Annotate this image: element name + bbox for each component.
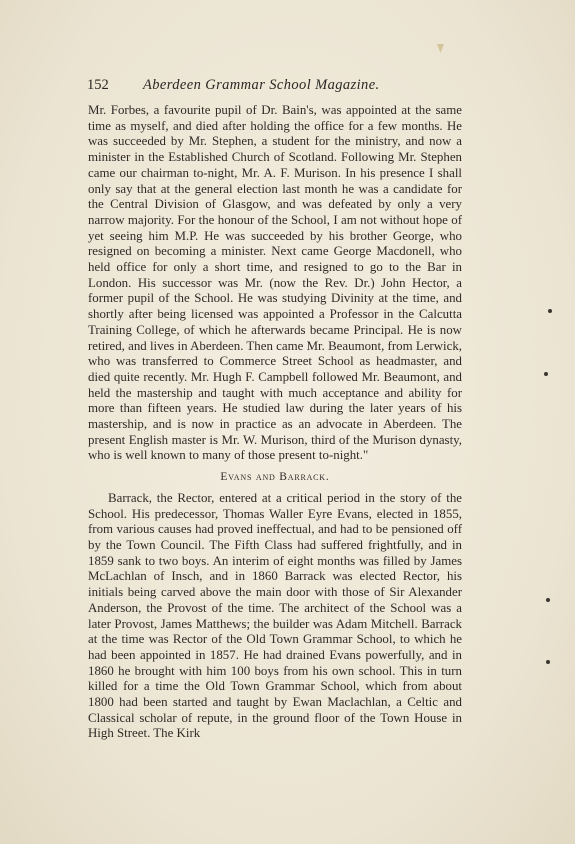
margin-speck [544, 372, 548, 376]
page-number: 152 [87, 77, 109, 93]
margin-speck [546, 660, 550, 664]
section-heading: Evans and Barrack. [220, 471, 330, 484]
page-header [87, 77, 467, 94]
page-notch [437, 44, 444, 53]
paragraph: Mr. Forbes, a favourite pupil of Dr. Bain's, was appointed at the same time as myself, and died after holding the office for a few months. He was succeeded by Mr. Stephen, a student for the ministry, and now a minister in the Established Church of Scotland. Following Mr. Stephen came our chairman to-night, Mr. A. F. Murison. In his presence I shall only say that at the general election last month he was a candidate for the Central Division of Glasgow, and was defeated by only a very narrow majority. For the honour of the School, I am not without hope of yet seeing him M.P. He was succeeded by his brother George, who resigned on becoming a minister. Next came George Macdonell, who held office for only a short time, and resigned to go to the Bar in London. His successor was Mr. (now the Rev. Dr.) John Hector, a former pupil of the School. He was studying Divinity at the time, and shortly after being licensed was appointed a Professor in the Calcutta Training College, of which he afterwards became Principal. He is now retired, and lives in Aberdeen. Then came Mr. Beaumont, from Lerwick, who was transferred to Commerce Street School as headmaster, and died quite recently. Mr. Hugh F. Campbell followed Mr. Beaumont, and held the mastership and taught with much acceptance and ability for more than fifteen years. He studied law during the later years of his mastership, and is now in practice as an advocate in Aberdeen. The present English master is Mr. W. Murison, third of the Murison dynasty, who is well known to many of those present to-night." [88, 103, 462, 463]
margin-speck [546, 598, 550, 602]
body-text [88, 103, 462, 742]
paragraph: Barrack, the Rector, entered at a critical period in the story of the School. His predecessor, Thomas Waller Eyre Evans, elected in 1855, from various causes had proved ineffectual, and had to be pensioned off by the Town Council. The Fifth Class had suffered frightfully, and in 1859 sank to two boys. An interim of eight months was filled by James McLachlan of Insch, and in 1860 Barrack was elected Rector, his initials being carved above the main door with those of Sir Alexander Anderson, the Provost of the time. The architect of the School was a later Provost, James Matthews; the builder was Adam Mitchell. Barrack at the time was Rector of the Old Town Grammar School, to which he had been appointed in 1857. He had drained Evans powerfully, and in 1860 he brought with him 100 boys from his own school. This in turn killed for a time the Old Town Grammar School, which from about 1800 had been started and taught by Ewan Maclachlan, a Celtic and Classical scholar of repute, in the ground floor of the Town House in High Street. The Kirk [88, 490, 462, 741]
running-title: Aberdeen Grammar School Magazine. [143, 77, 380, 93]
margin-speck [548, 309, 552, 313]
